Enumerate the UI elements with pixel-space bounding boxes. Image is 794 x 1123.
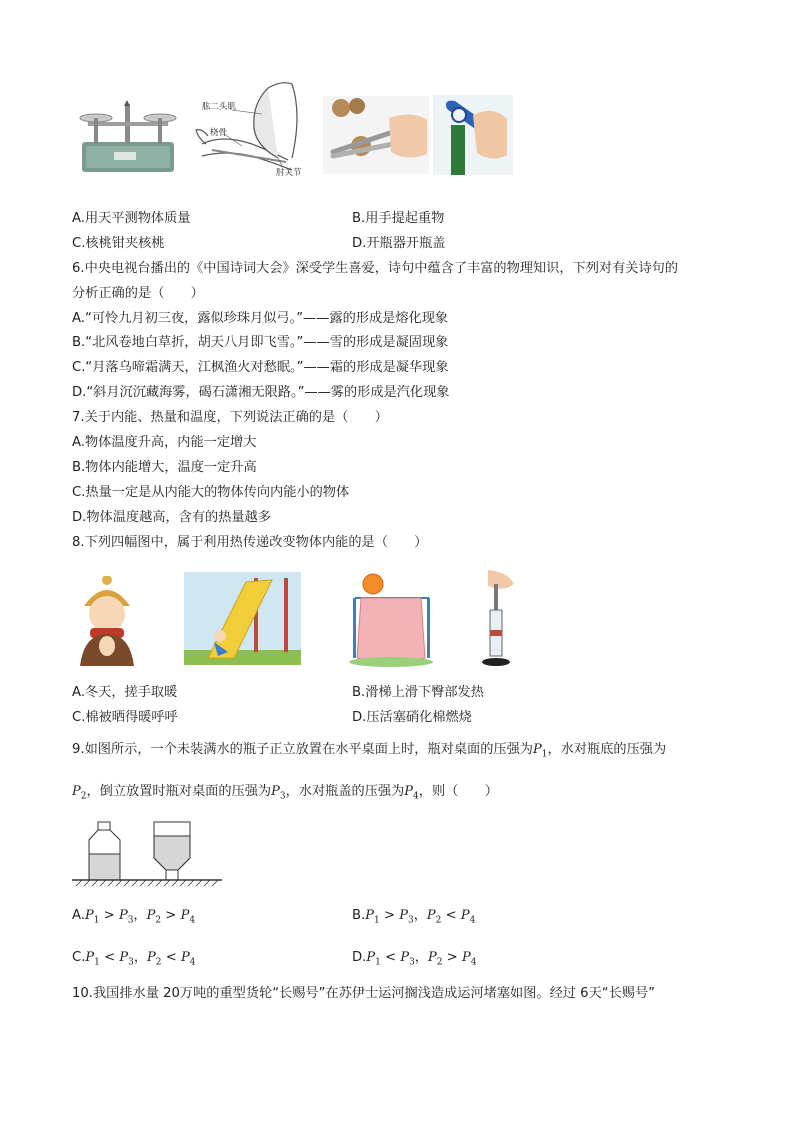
label-elbow: 肘关节: [276, 168, 302, 178]
q8-option-d[interactable]: D.压活塞硝化棉燃烧: [352, 710, 472, 725]
q5-option-a[interactable]: A.用天平测物体质量: [72, 211, 191, 226]
p4-symbol: $P_4$: [404, 784, 419, 802]
balance-figure: [72, 96, 184, 174]
p3-symbol: $P_3$: [271, 784, 286, 802]
q9-option-d[interactable]: $D.P_1 < P_3$，$P_2 > P_4$: [352, 950, 477, 968]
arm-figure: [192, 74, 314, 178]
q7-option-c[interactable]: C.热量一定是从内能大的物体传向内能小的物体: [72, 485, 350, 500]
q9-option-b[interactable]: $B.P_1 > P_3$，$P_2 < P_4$: [352, 908, 476, 926]
quilt-sun-figure: [345, 570, 437, 668]
q9-stem-line1: 9.如图所示，一个未装满水的瓶子正立放置在水平桌面上时，瓶对桌面的压强为$P_1$，水对瓶底的压强为: [72, 742, 667, 760]
q8-option-c[interactable]: C.棉被晒得暖呼呼: [72, 710, 178, 725]
slide-figure: [184, 572, 301, 665]
q10-stem: 10.我国排水量 20万吨的重型货轮“长赐号”在苏伊士运河搁浅造成运河堵塞如图。经过 6天“长赐号”: [72, 986, 655, 1001]
q5-option-c[interactable]: C.核桃钳夹核桃: [72, 236, 165, 251]
q7-option-a[interactable]: A.物体温度升高，内能一定增大: [72, 435, 257, 450]
bottle-opener-figure: [433, 95, 513, 175]
nutcracker-figure: [323, 96, 429, 174]
q7-option-d[interactable]: D.物体温度越高，含有的热量越多: [72, 510, 271, 525]
label-biceps: 肱二头肌: [202, 102, 237, 112]
q8-option-b[interactable]: B.滑梯上滑下臀部发热: [352, 685, 484, 700]
q8-option-a[interactable]: A.冬天，搓手取暖: [72, 685, 178, 700]
q6-stem-line1: 6.中央电视台播出的《中国诗词大会》深受学生喜爱，诗句中蕴含了丰富的物理知识，下列对有关诗句的: [72, 261, 679, 276]
q6-option-a[interactable]: A.“可怜九月初三夜，露似珍珠月似弓。”——露的形成是熔化现象: [72, 311, 449, 326]
p1-symbol: $P_1$: [532, 742, 548, 760]
q7-stem: 7.关于内能、热量和温度，下列说法正确的是（ ）: [72, 410, 388, 425]
q5-option-d[interactable]: D.开瓶器开瓶盖: [352, 236, 446, 251]
q6-option-b[interactable]: B.“北风卷地白草折，胡天八月即飞雪。”——雪的形成是凝固现象: [72, 335, 449, 350]
q9-option-c[interactable]: $C.P_1 < P_3$，$P_2 < P_4$: [72, 950, 196, 968]
q7-option-b[interactable]: B.物体内能增大，温度一定升高: [72, 460, 257, 475]
q8-stem: 8.下列四幅图中，属于利用热传递改变物体内能的是（ ）: [72, 535, 428, 550]
q6-option-d[interactable]: D.“斜月沉沉藏海雾，碣石潇湘无限路。”——雾的形成是汽化现象: [72, 385, 450, 400]
q5-option-b[interactable]: B.用手提起重物: [352, 211, 445, 226]
bottle-pressure-figure: [72, 818, 222, 890]
label-radius: 桡骨: [210, 128, 228, 138]
q6-stem-line2: 分析正确的是（ ）: [72, 286, 204, 301]
q6-option-c[interactable]: C.“月落乌啼霜满天，江枫渔火对愁眠。”——霜的形成是凝华现象: [72, 360, 449, 375]
piston-figure: [474, 570, 520, 668]
q9-option-a[interactable]: $A.P_1 > P_3$，$P_2 > P_4$: [72, 908, 196, 926]
q9-stem-line2: $P_2$，倒立放置时瓶对桌面的压强为$P_3$，水对瓶盖的压强为$P_4$，则（ ）: [72, 784, 498, 802]
child-rubbing-hands-figure: [74, 576, 140, 666]
p2-symbol: $P_2$: [72, 784, 87, 802]
